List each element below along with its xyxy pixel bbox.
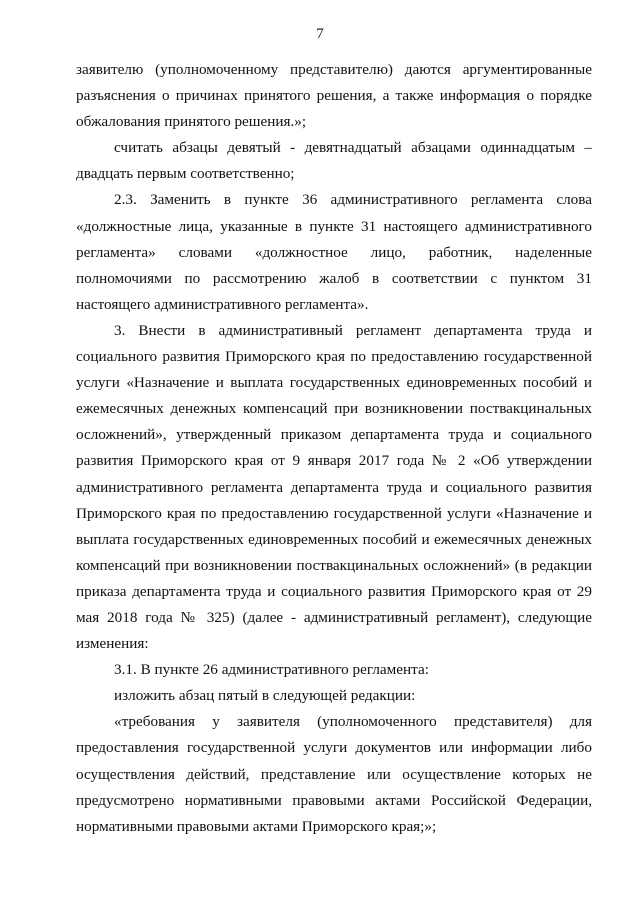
paragraph: «требования у заявителя (уполномоченного представителя) для предоставления государственной услуги документов или информации либо осуществления действий, представление или осуществление которых не предусмотрено нормативными правовыми актами Российской Федерации, нормативными правовыми актами Приморского края;»; <box>76 713 592 835</box>
paragraph: считать абзацы девятый - девятнадцатый абзацами одиннадцатым – двадцать первым соответственно; <box>76 139 592 183</box>
paragraph: 2.3. Заменить в пункте 36 административного регламента слова «должностные лица, указанные в пункте 31 настоящего административного регламента» словами «должностное лицо, работник, наделенные полномочиями по рассмотрению жалоб в соответствии с пунктом 31 настоящего административного регламента». <box>76 191 592 313</box>
paragraph: 3. Внести в административный регламент департамента труда и социального развития Приморского края по предоставлению государственной услуги «Назначение и выплата государственных единовременных пособий и ежемесячных денежных компенсаций при возникновении поствакцинальных осложнений», утвержденный приказом департамента труда и социального развития Приморского края от 9 января 2017 года № 2 «Об утверждении административного регламента департамента труда и социального развития Приморского края по предоставлению государственной услуги «Назначение и выплата государственных единовременных пособий и ежемесячных денежных компенсаций при возникновении поствакцинальных осложнений» (в редакции приказа департамента труда и социального развития Приморского края от 29 мая 2018 года № 325) (далее - административный регламент), следующие изменения: <box>76 321 592 653</box>
paragraph: заявителю (уполномоченному представителю) даются аргументированные разъяснения о причинах принятого решения, а также информация о порядке обжалования принятого решения.»; <box>76 61 592 131</box>
page-number: 7 <box>316 26 324 42</box>
paragraph: 3.1. В пункте 26 административного регламента: <box>114 661 429 679</box>
document-body <box>76 57 592 840</box>
paragraph: изложить абзац пятый в следующей редакции: <box>114 687 416 705</box>
